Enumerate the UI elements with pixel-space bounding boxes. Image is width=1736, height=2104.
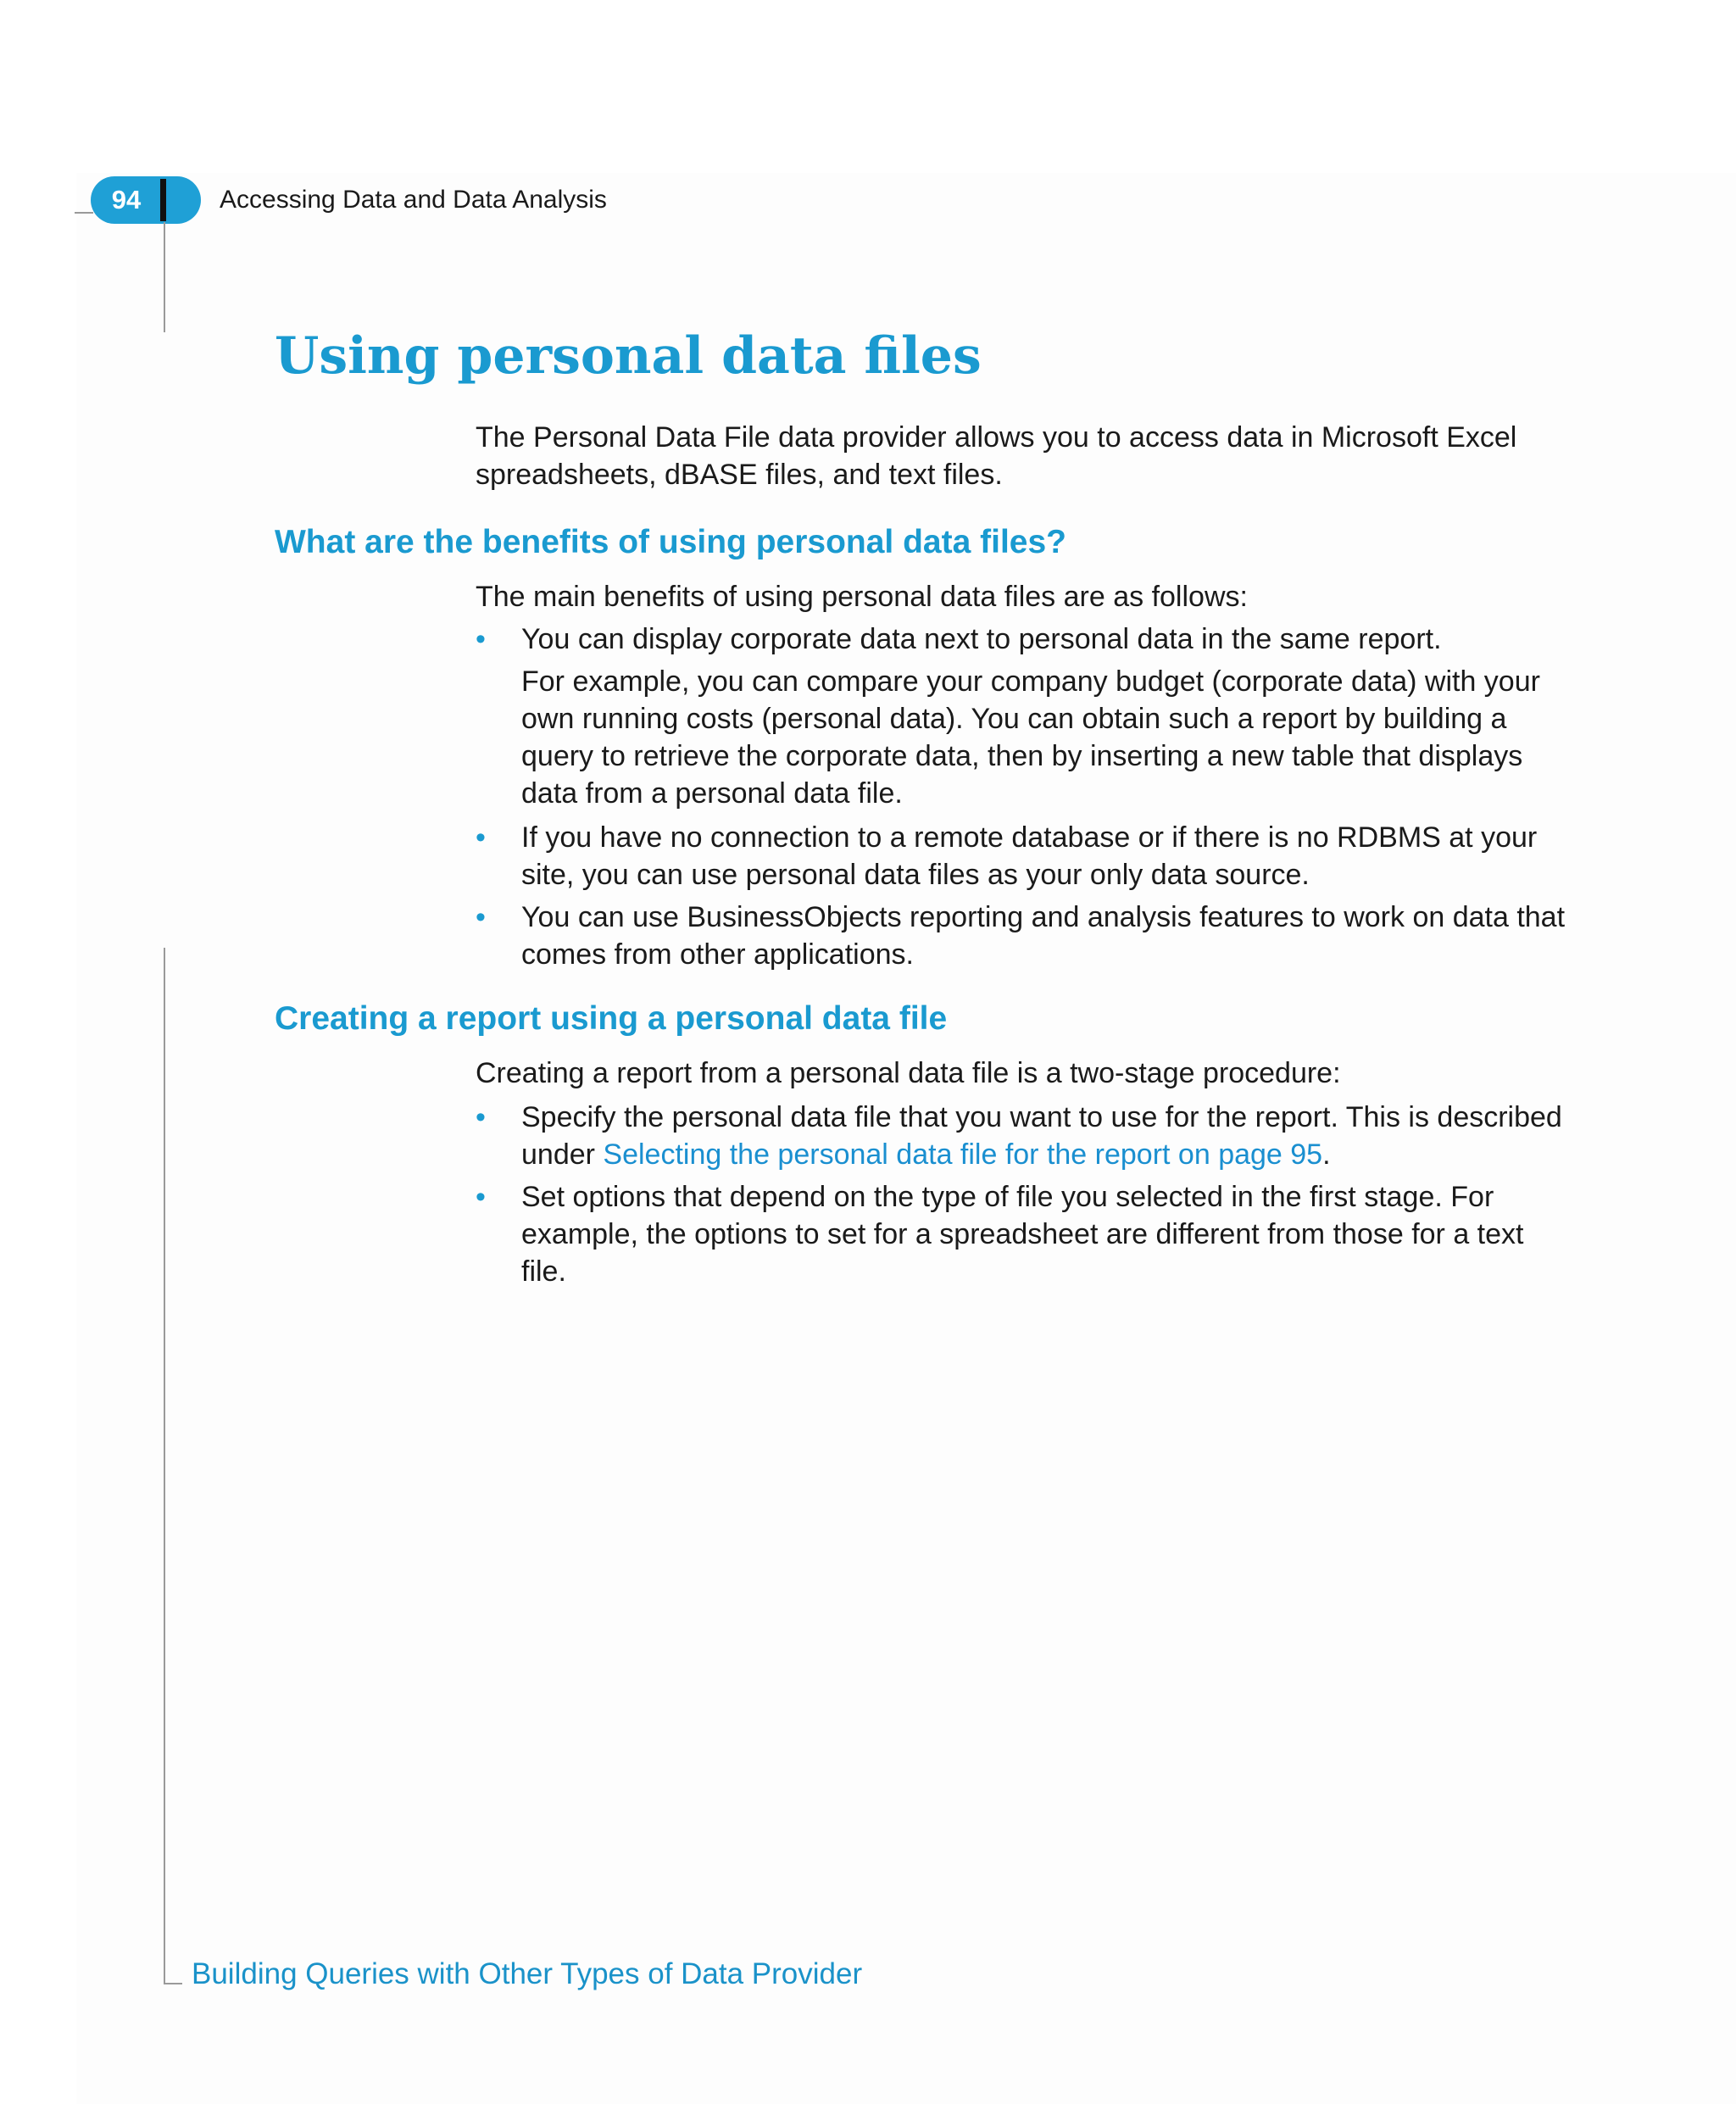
- margin-rule-bottom: [164, 948, 165, 1984]
- cross-reference-link[interactable]: Selecting the personal data file for the report on page 95: [603, 1138, 1323, 1171]
- footer-rule: [164, 1983, 182, 1984]
- benefits-lead: The main benefits of using personal data files are as follows:: [476, 581, 1248, 613]
- bullet-icon: •: [476, 821, 486, 854]
- benefit-item-text: You can use BusinessObjects reporting and analysis features to work on data that comes from other applications.: [521, 901, 1566, 971]
- page-number: 94: [111, 185, 142, 214]
- bullet-icon: •: [476, 623, 486, 655]
- procedure-item-text: Set options that depend on the type of file you selected in the first stage. For example, the options to set for a spreadsheet are different from those for a text file.: [521, 1181, 1524, 1288]
- running-header: Accessing Data and Data Analysis: [220, 186, 607, 214]
- benefit-item-example: For example, you can compare your company budget (corporate data) with your own running costs (personal data). You can obtain such a report by building a query to retrieve the corporate data, then by inserting a new table that displays data from a personal data file.: [521, 665, 1540, 810]
- intro-paragraph: The Personal Data File data provider allows you to access data in Microsoft Excel spreadsheets, dBASE files, and text files.: [476, 421, 1517, 491]
- benefit-item-text: If you have no connection to a remote database or if there is no RDBMS at your site, you can use personal data files as your only data source.: [521, 821, 1538, 891]
- procedure-item: [476, 1178, 1569, 1290]
- badge-divider: [160, 179, 166, 221]
- creating-lead: Creating a report from a personal data file is a two-stage procedure:: [476, 1057, 1341, 1089]
- running-footer: Building Queries with Other Types of Data Provider: [192, 1957, 863, 1990]
- section-heading-benefits: What are the benefits of using personal data files?: [275, 524, 1066, 560]
- benefit-item: [476, 621, 1569, 658]
- procedure-item-text: [521, 1099, 1569, 1173]
- benefit-item-text: You can display corporate data next to personal data in the same report.: [521, 623, 1442, 655]
- page-title: Using personal data files: [275, 326, 982, 386]
- bullet-icon: •: [476, 1101, 486, 1133]
- procedure-item-text-before: Specify the personal data file that you want to use for the report. This is described under: [521, 1101, 1562, 1171]
- bullet-icon: •: [476, 901, 486, 933]
- benefit-item: [476, 899, 1569, 973]
- benefit-item: [476, 819, 1569, 893]
- procedure-item-text-after: .: [1322, 1138, 1331, 1171]
- procedure-item: [476, 1099, 1569, 1173]
- section-heading-creating: Creating a report using a personal data file: [275, 1000, 948, 1037]
- margin-rule-top: [164, 222, 165, 332]
- bullet-icon: •: [476, 1181, 486, 1213]
